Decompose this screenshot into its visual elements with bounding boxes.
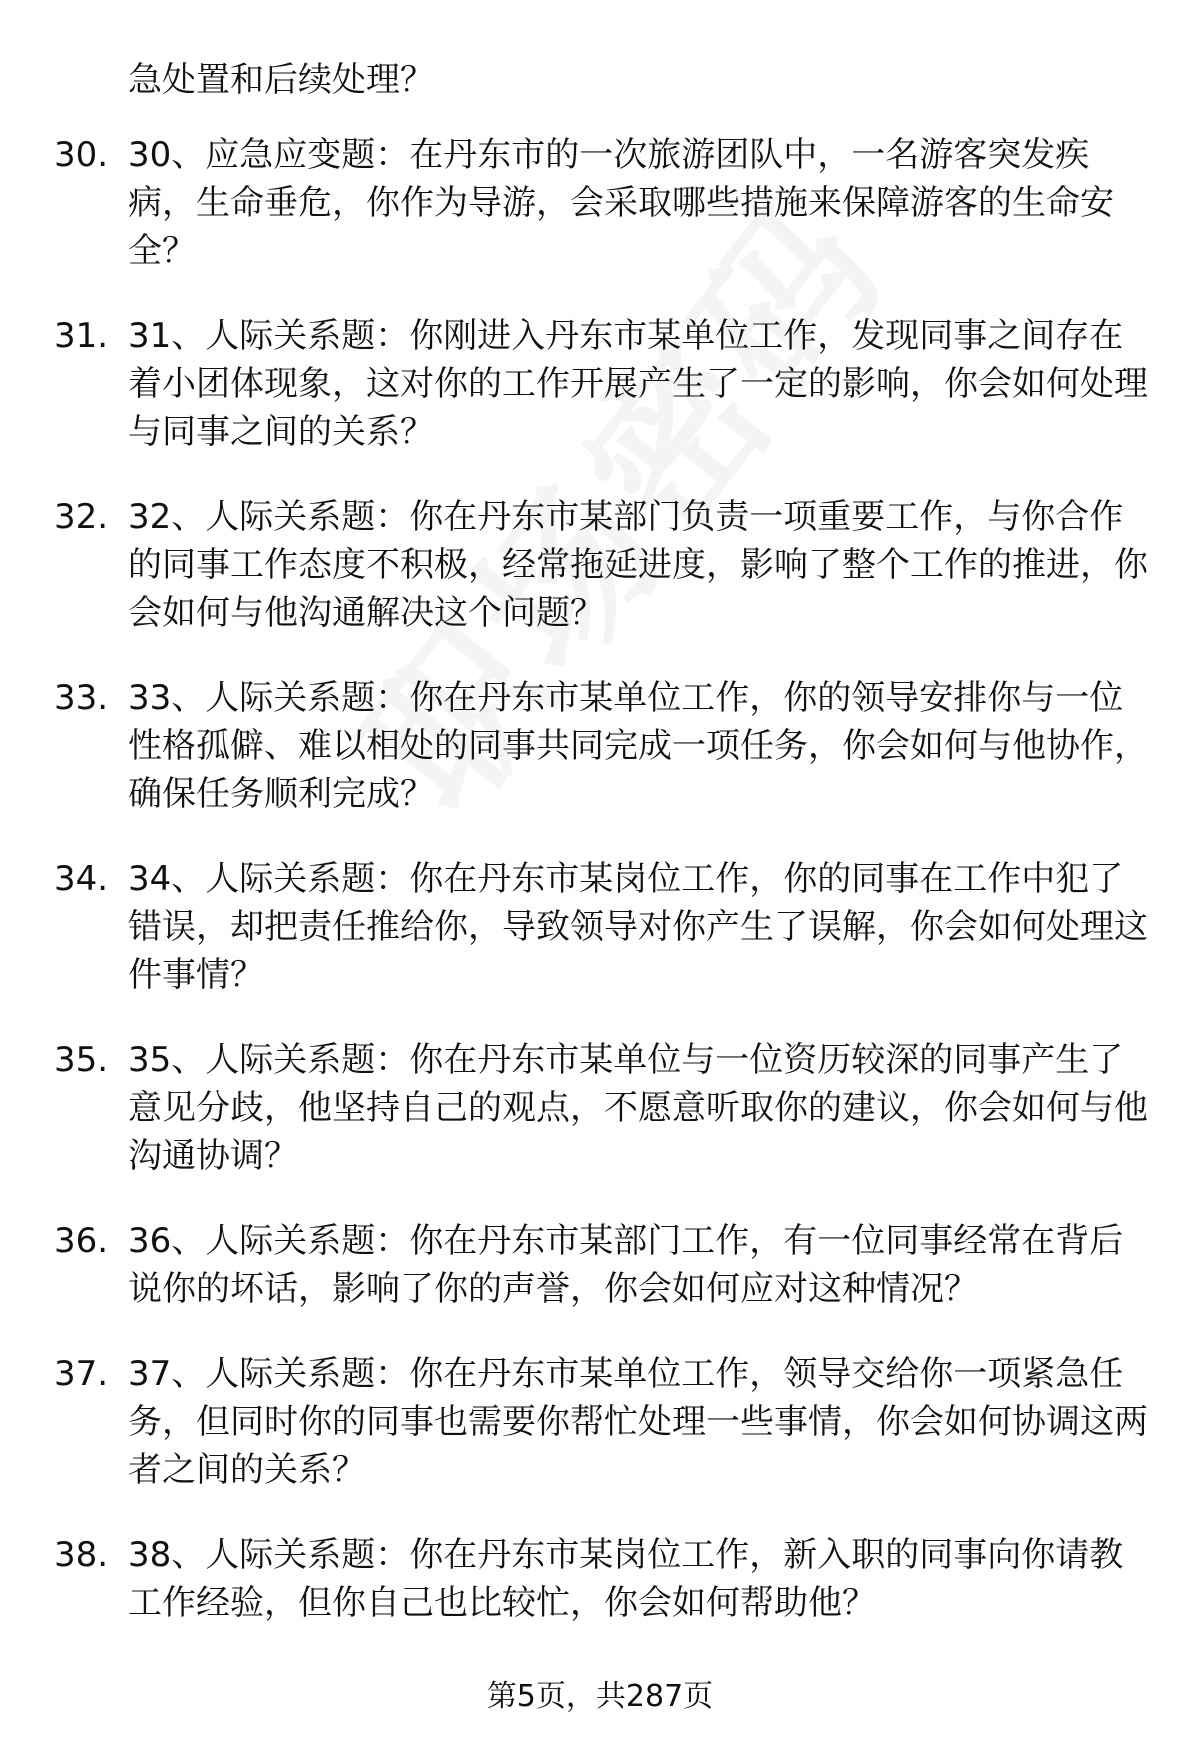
question-item [0, 493, 1200, 637]
question-number: 36. [54, 1221, 109, 1261]
question-number: 31. [54, 316, 109, 356]
question-list [0, 131, 1200, 1664]
question-item [0, 1036, 1200, 1180]
question-number: 35. [54, 1040, 109, 1080]
question-number: 33. [54, 678, 109, 718]
question-item [0, 1350, 1200, 1494]
question-text: 34、人际关系题：你在丹东市某岗位工作，你的同事在工作中犯了错误，却把责任推给你，导致领导对你产生了误解，你会如何处理这件事情？ [128, 859, 1148, 995]
question-text: 31、人际关系题：你刚进入丹东市某单位工作，发现同事之间存在着小团体现象，这对你的工作开展产生了一定的影响，你会如何处理与同事之间的关系？ [128, 316, 1148, 452]
page-footer: 第5页，共287页 [486, 1679, 714, 1714]
question-number: 30. [54, 135, 109, 175]
question-text: 37、人际关系题：你在丹东市某单位工作，领导交给你一项紧急任务，但同时你的同事也需要你帮忙处理一些事情，你会如何协调这两者之间的关系？ [128, 1354, 1148, 1490]
question-text: 32、人际关系题：你在丹东市某部门负责一项重要工作，与你合作的同事工作态度不积极，经常拖延进度，影响了整个工作的推进，你会如何与他沟通解决这个问题？ [128, 497, 1148, 633]
question-item [0, 855, 1200, 999]
question-number: 32. [54, 497, 109, 537]
question-number: 37. [54, 1354, 109, 1394]
continuation-text: 急处置和后续处理？ [128, 60, 434, 100]
question-text: 33、人际关系题：你在丹东市某单位工作，你的领导安排你与一位性格孤僻、难以相处的同事共同完成一项任务，你会如何与他协作，确保任务顺利完成？ [128, 678, 1148, 814]
question-item [0, 674, 1200, 818]
question-text: 30、应急应变题：在丹东市的一次旅游团队中，一名游客突发疾病，生命垂危，你作为导游，会采取哪些措施来保障游客的生命安全？ [128, 135, 1114, 271]
question-text: 36、人际关系题：你在丹东市某部门工作，有一位同事经常在背后说你的坏话，影响了你的声誉，你会如何应对这种情况？ [128, 1221, 1124, 1309]
question-item [0, 131, 1200, 275]
question-number: 38. [54, 1535, 109, 1575]
question-item [0, 1531, 1200, 1627]
question-item [0, 312, 1200, 456]
question-text: 35、人际关系题：你在丹东市某单位与一位资历较深的同事产生了意见分歧，他坚持自己的观点，不愿意听取你的建议，你会如何与他沟通协调？ [128, 1040, 1148, 1176]
question-text: 38、人际关系题：你在丹东市某岗位工作，新入职的同事向你请教工作经验，但你自己也比较忙，你会如何帮助他？ [128, 1535, 1124, 1623]
question-number: 34. [54, 859, 109, 899]
question-item [0, 1217, 1200, 1313]
